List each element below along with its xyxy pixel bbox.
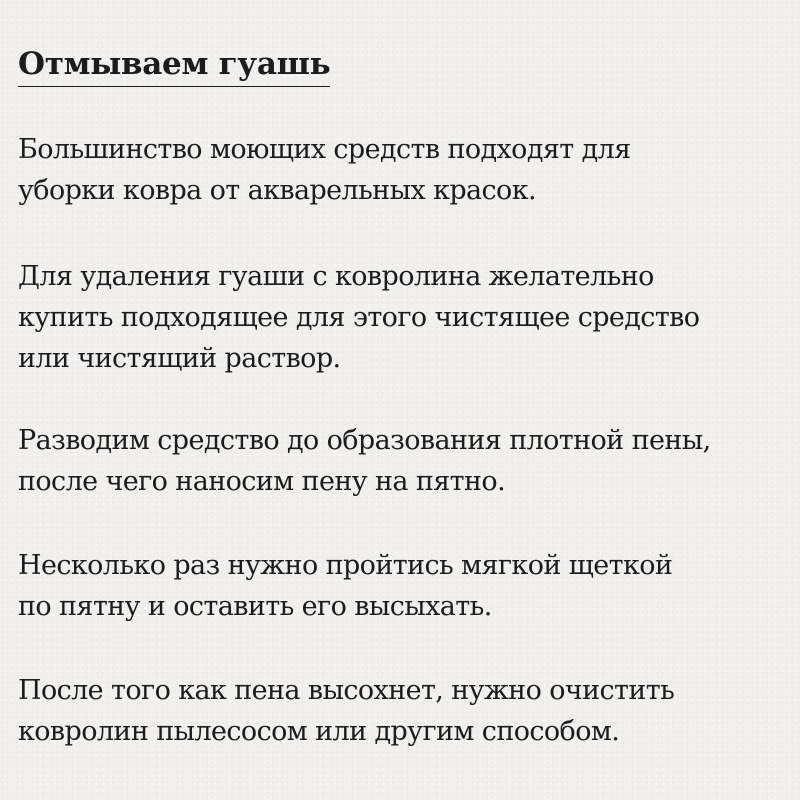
paragraph-line: ковролин пылесосом или другим способом. bbox=[18, 716, 620, 747]
paragraph-line: Разводим средство до образования плотной пены, bbox=[18, 425, 711, 456]
paragraph-4 bbox=[18, 545, 672, 627]
paragraph-5 bbox=[18, 670, 674, 752]
paragraph-3 bbox=[18, 420, 711, 502]
paragraph-1 bbox=[18, 129, 631, 211]
paragraph-line: или чистящий раствор. bbox=[18, 343, 341, 374]
paragraph-line: Для удаления гуаши с ковролина желательно bbox=[18, 261, 654, 292]
paragraph-line: купить подходящее для этого чистящее средство bbox=[18, 302, 700, 333]
paragraph-line: Несколько раз нужно пройтись мягкой щеткой bbox=[18, 550, 673, 581]
paragraph-2 bbox=[18, 256, 699, 379]
paragraph-line: по пятну и оставить его высыхать. bbox=[18, 591, 492, 622]
page-title: Отмываем гуашь bbox=[18, 44, 330, 87]
paragraph-line: после чего наносим пену на пятно. bbox=[18, 466, 506, 497]
paragraph-line: После того как пена высохнет, нужно очистить bbox=[18, 675, 675, 706]
paragraph-line: Большинство моющих средств подходят для bbox=[18, 134, 631, 165]
paragraph-line: уборки ковра от акварельных красок. bbox=[18, 175, 536, 206]
